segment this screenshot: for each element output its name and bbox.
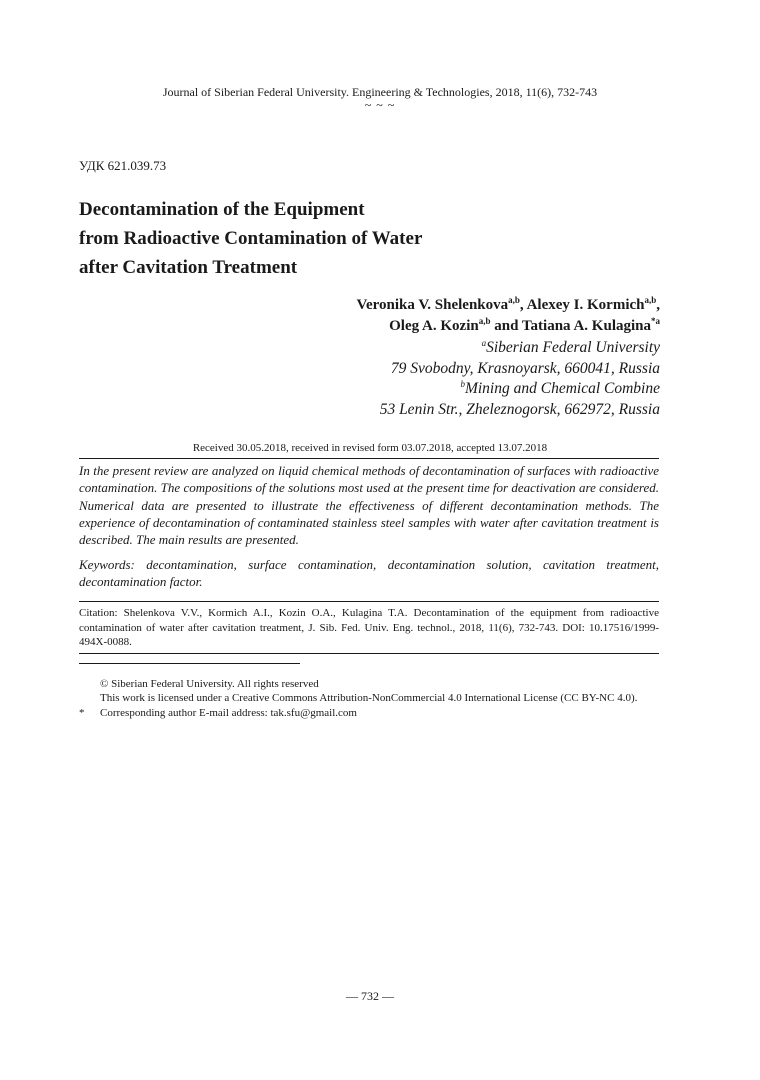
footnote-copyright: © Siberian Federal University. All rights reserved xyxy=(100,678,319,690)
author-affiliation-mark: a,b xyxy=(644,295,657,305)
author-affiliation-mark: a,b xyxy=(508,295,520,305)
title-line-1: Decontamination of the Equipment xyxy=(79,199,365,220)
divider-rule xyxy=(79,601,659,602)
author-line-2 xyxy=(357,316,660,337)
affiliation-mark: b xyxy=(460,379,465,389)
affiliation-a-name: $^a$Siberian Federal University xyxy=(481,338,660,356)
affiliation-b-address: 53 Lenin Str., Zheleznogorsk, 662972, Russia xyxy=(379,400,660,418)
author-separator: and xyxy=(490,318,522,334)
author-list xyxy=(357,295,660,337)
divider-rule xyxy=(79,653,659,654)
author-name: Oleg A. Kozin xyxy=(389,318,479,334)
author-line-1 xyxy=(357,295,660,316)
author-separator: , xyxy=(519,297,527,313)
affiliation-a-address: 79 Svobodny, Krasnoyarsk, 660041, Russia xyxy=(390,359,660,377)
divider-rule xyxy=(79,458,659,459)
asterisk-mark: * xyxy=(79,706,85,719)
author-name: Tatiana A. Kulagina xyxy=(521,318,651,334)
footnote-rule xyxy=(79,663,300,664)
author-affiliation-mark: a,b xyxy=(478,316,491,326)
received-dates: Received 30.05.2018, received in revised form 03.07.2018, accepted 13.07.2018 xyxy=(192,442,548,454)
author-name: Veronika V. Shelenkova xyxy=(356,297,509,313)
citation-text: Citation: Shelenkova V.V., Kormich A.I., Kozin O.A., Kulagina T.A. Decontamination of the equipment from radioactive contamination of water after cavitation treatment, J. Sib. Fed. Univ. Eng. technol., 2018, 11(6), 732-743. DOI: 10.17516/1999-494X-0088. xyxy=(79,607,659,649)
journal-header: Journal of Siberian Federal University. Engineering & Technologies, 2018, 11(6), 732-743 xyxy=(162,85,598,99)
abstract-text: In the present review are analyzed on liquid chemical methods of decontamination of surfaces with radioactive contamination. The compositions of the solutions most used at the present time for deactivation are considered. Numerical data are presented to illustrate the effectiveness of different decontamination methods. The experience of decontamination of contaminated stainless steel samples with water after cavitation treatment is described. The main results are presented. xyxy=(79,463,659,548)
author-affiliation-mark: *a xyxy=(651,316,660,326)
author-name: Alexey I. Kormich xyxy=(526,297,645,313)
udk-code: УДК 621.039.73 xyxy=(79,158,167,173)
affiliation-list xyxy=(380,338,660,420)
author-separator: , xyxy=(656,297,660,313)
title-line-2: from Radioactive Contamination of Water xyxy=(79,228,423,249)
title-line-3: after Cavitation Treatment xyxy=(79,257,298,278)
affiliation-b-name: $^b$Mining and Chemical Combine xyxy=(460,379,660,397)
affiliation-mark: a xyxy=(481,338,487,348)
page-number: — 732 — xyxy=(346,989,394,1003)
keywords-text: Keywords: decontamination, surface contamination, decontamination solution, cavitation treatment, decontamination factor. xyxy=(79,557,659,590)
header-separator: ~ ~ ~ xyxy=(364,98,396,112)
footnote-corresponding: * Corresponding author E-mail address: tak.sfu@gmail.com xyxy=(79,706,357,719)
article-title xyxy=(79,195,599,282)
footnotes xyxy=(79,677,637,720)
footnote-license: This work is licensed under a Creative Commons Attribution-NonCommercial 4.0 International License (CC BY-NC 4.0). xyxy=(100,692,638,705)
